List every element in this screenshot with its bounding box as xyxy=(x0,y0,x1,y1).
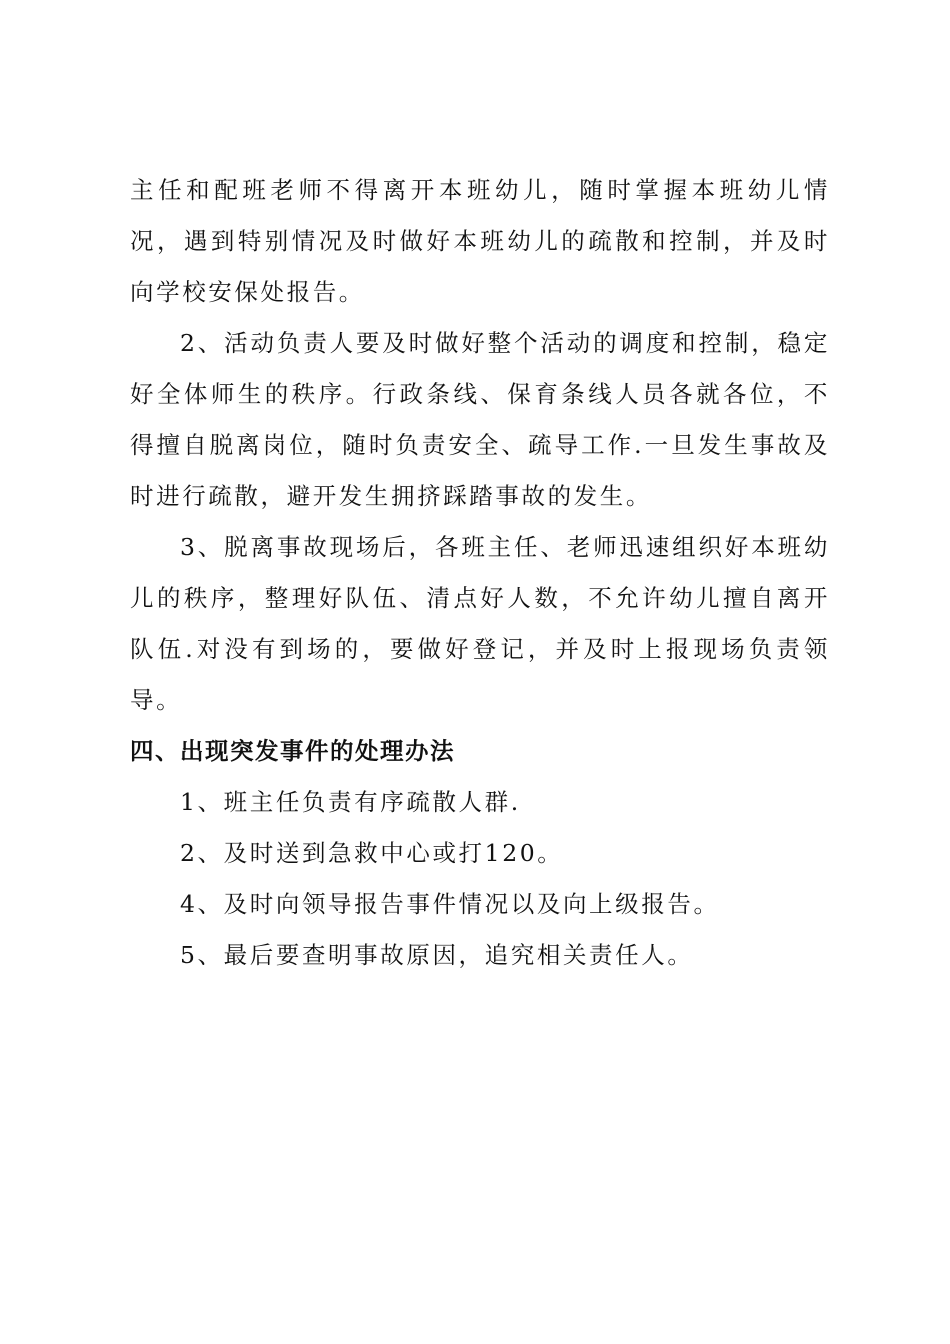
section-heading-4: 四、出现突发事件的处理办法 xyxy=(130,737,455,765)
list-item: 4、及时向领导报告事件情况以及向上级报告。 xyxy=(180,890,720,918)
document-body xyxy=(130,165,830,981)
paragraph-continuation: 主任和配班老师不得离开本班幼儿，随时掌握本班幼儿情况，遇到特别情况及时做好本班幼儿的疏散和控制，并及时向学校安保处报告。 xyxy=(130,176,830,306)
list-item: 5、最后要查明事故原因，追究相关责任人。 xyxy=(180,941,694,969)
paragraph-point-3: 3、脱离事故现场后，各班主任、老师迅速组织好本班幼儿的秩序，整理好队伍、清点好人数，不允许幼儿擅自离开队伍.对没有到场的，要做好登记，并及时上报现场负责领导。 xyxy=(130,533,830,714)
paragraph-point-2: 2、活动负责人要及时做好整个活动的调度和控制，稳定好全体师生的秩序。行政条线、保育条线人员各就各位，不得擅自脱离岗位，随时负责安全、疏导工作.一旦发生事故及时进行疏散，避开发生拥挤踩踏事故的发生。 xyxy=(130,329,830,510)
list-item: 1、班主任负责有序疏散人群. xyxy=(180,788,521,816)
list-item: 2、及时送到急救中心或打120。 xyxy=(180,839,564,867)
